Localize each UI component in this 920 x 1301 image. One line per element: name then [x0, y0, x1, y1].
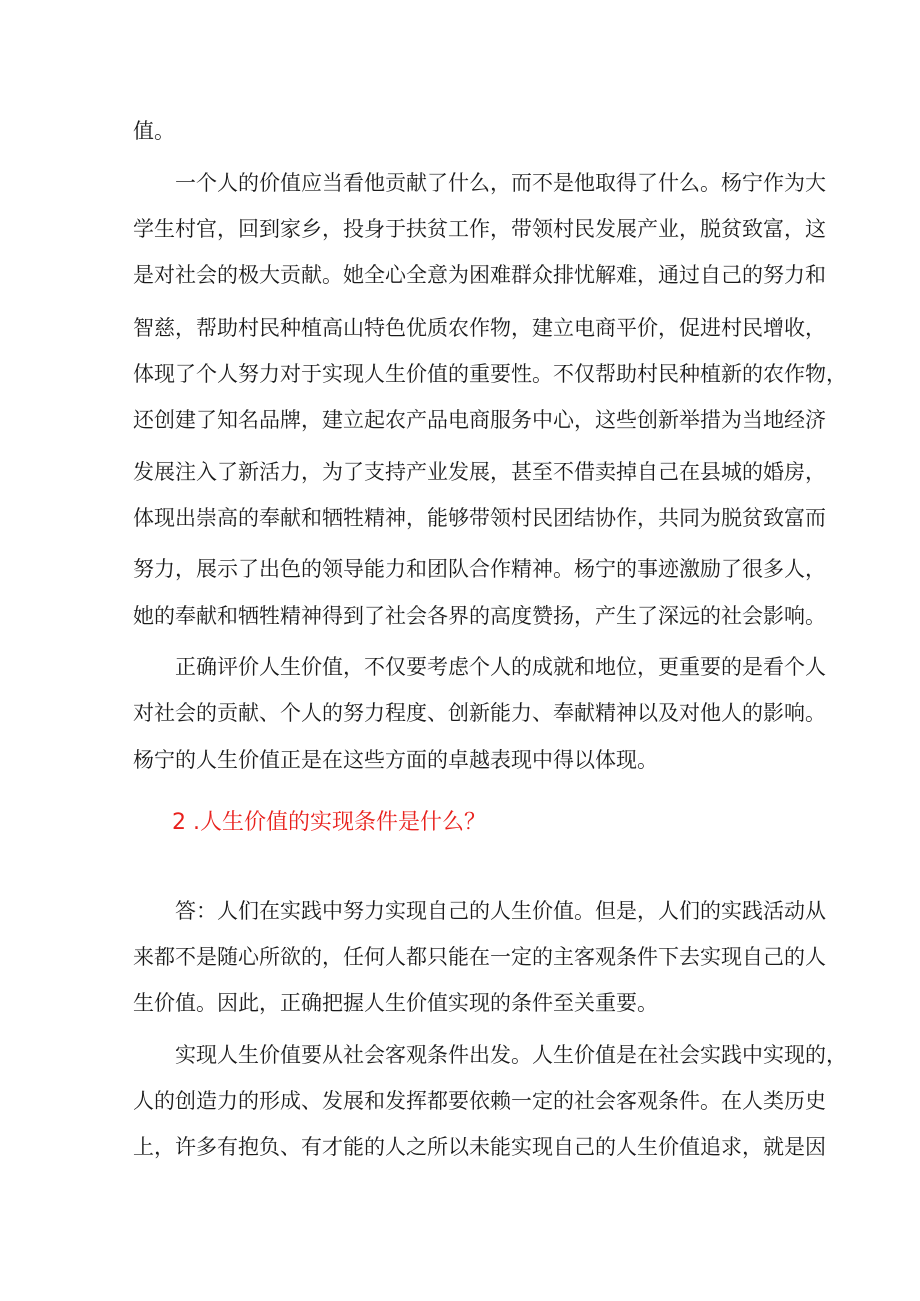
- paragraph-line: 答：人们在实践中努力实现自己的人生价值。但是，人们的实践活动从: [175, 899, 826, 923]
- paragraph-line: 人的创造力的形成、发展和发挥都要依赖一定的社会客观条件。在人类历史: [133, 1089, 826, 1113]
- section-heading: 2 .人生价值的实现条件是什么？: [172, 810, 486, 835]
- paragraph-line: 一个人的价值应当看他贡献了什么，而不是他取得了什么。杨宁作为大: [175, 171, 826, 195]
- paragraph-line: 努力，展示了出色的领导能力和团队合作精神。杨宁的事迹激励了很多人，: [133, 557, 826, 581]
- paragraph-line: 杨宁的人生价值正是在这些方面的卓越表现中得以体现。: [133, 748, 658, 772]
- paragraph-line: 她的奉献和牺牲精神得到了社会各界的高度赞扬，产生了深远的社会影响。: [133, 604, 826, 628]
- paragraph-line: 来都不是随心所欲的，任何人都只能在一定的主客观条件下去实现自己的人: [133, 945, 826, 969]
- paragraph-line: 学生村官，回到家乡，投身于扶贫工作，带领村民发展产业，脱贫致富，这: [133, 217, 826, 241]
- paragraph-line: 体现了个人努力对于实现人生价值的重要性。不仅帮助村民种植新的农作物，: [133, 362, 847, 386]
- paragraph-line: 发展注入了新活力，为了支持产业发展，甚至不借卖掉自己在县城的婚房，: [133, 460, 826, 484]
- paragraph-line: 智慈，帮助村民种植高山特色优质农作物，建立电商平价，促进村民增收，: [133, 316, 826, 340]
- paragraph-line: 体现出崇高的奉献和牺牲精神，能够带领村民团结协作，共同为脱贫致富而: [133, 506, 826, 530]
- paragraph-line: 正确评价人生价值，不仅要考虑个人的成就和地位，更重要的是看个人: [175, 655, 826, 679]
- paragraph-line: 生价值。因此，正确把握人生价值实现的条件至关重要。: [133, 991, 658, 1015]
- paragraph-line: 实现人生价值要从社会客观条件出发。人生价值是在社会实践中实现的，: [175, 1043, 847, 1067]
- paragraph-line: 对社会的贡献、个人的努力程度、创新能力、奉献精神以及对他人的影响。: [133, 701, 826, 725]
- paragraph-line: 是对社会的极大贡献。她全心全意为困难群众排忧解难，通过自己的努力和: [133, 263, 826, 287]
- paragraph-line: 上，许多有抱负、有才能的人之所以未能实现自己的人生价值追求，就是因: [133, 1135, 826, 1159]
- paragraph-line: 还创建了知名品牌，建立起农产品电商服务中心，这些创新举措为当地经济: [133, 408, 826, 432]
- paragraph-line: 值。: [133, 119, 175, 143]
